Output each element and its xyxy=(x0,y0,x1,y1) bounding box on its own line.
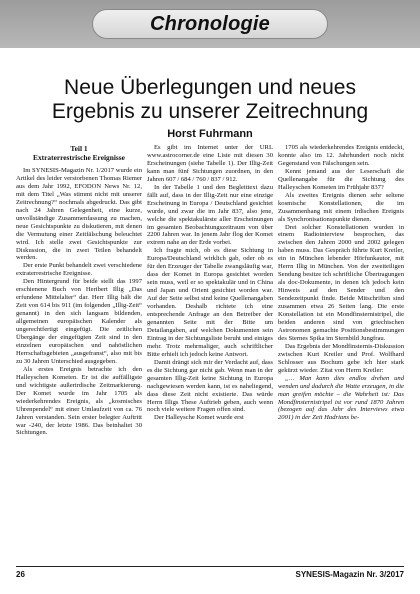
journal-issue: SYNESIS-Magazin Nr. 3/2017 xyxy=(295,570,404,579)
paragraph: Das Ergebnis der Mondfinsternis-Diskussion zwischen Kurt Kreiler und Prof. Wolfhard Schlosser aus Bochum gebe ich hier stark gekürzt wieder. Zitat von Herrn Kreiler: xyxy=(278,342,404,374)
article-title-line-1: Neue Überlegungen und neues xyxy=(64,76,356,99)
part-title: Extraterrestrische Ereignisse xyxy=(33,153,125,162)
section-label-box xyxy=(92,9,328,39)
section-header-bar xyxy=(0,0,420,48)
paragraph: Der Halleysche Komet wurde erst xyxy=(154,414,244,422)
paragraph: In der Tabelle 1 und den Begleittext dazu fällt auf, dass in der Illig-Zeit nur eine einzige Erscheinung in Europa / Deutschland gesichtet wurde, und zwar die im Jahr 837, also jene, welche die spektakulärste aller Erscheinungen im gesamten Beobachtungszeitraum von über 2200 Jahren war. In jenem Jahr flog der Komet extrem nahe an der Erde vorbei. xyxy=(147,183,273,247)
article-title-line-2: Ergebnis zu unserer Zeitrechnung xyxy=(51,100,369,123)
paragraph: Als erstes Ereignis betrachte ich den Halleyschen Kometen. Er ist die auffälligste und wichtigste außerirdische Zeitmarkierung. Der Komet wurde im Jahr 1705 als wiederkehrendes Ereignis, als „kosmisches Uhrenpendel“ mit einer Umlaufzeit von ca. 76 Jahren verstanden. Sein erster belegter Auftritt war -240, der letzte 1986. Das beinhaltet 30 Sichtungen. xyxy=(16,365,142,437)
footer-divider xyxy=(16,566,404,567)
part-label: Teil 1 xyxy=(70,144,88,153)
paragraph: Kennt jemand aus der Leserschaft die Quellenangabe für die Sichtung des Halleyschen Kometen im Frühjahr 837? xyxy=(278,167,404,191)
text-column-2 xyxy=(147,144,273,562)
paragraph: Ich fragte mich, ob es diese Sichtung in Europa/Deutschland wirklich gab, oder ob es für den Erzeuger der Tabelle zwangsläufig war, dass der Komet in Europa gesichtet worden sein muss, weil er so spektakulär und in China und Japan und Orient gesichtet worden war. Auf der Seite selbst sind keine Quellenangaben vorhanden. Deshalb richtete ich eine entsprechende Anfrage an den Betreiber der genannten Seite mit der Bitte um Detailangaben, auf welchen Dokumenten sein Eintrag in der Sichtungsliste beruht und einiges mehr. Trotz mehrmaliger, auch schriftlicher Bitte erhielt ich jedoch keine Antwort. xyxy=(147,247,273,358)
paragraph: Der erste Punkt behandelt zwei verschiedene extraterrestrische Ereignisse. xyxy=(16,262,142,278)
quote-paragraph: „… Man kann dies endlos drehen und wenden und dadurch die Watte erzeugen, in die man greifen möchte – die Wahrheit ist: Das Mondfinsternistripel ist vor rund 1870 Jahren (bezogen auf das Jahr des Interviews etwa 2001) in der Zeit Hadrians be- xyxy=(278,374,404,422)
paragraph: Den Hintergrund für beide stellt das 1997 erschienene Buch von Heribert Illig „Das erfundene Mittelalter“ dar. Herr Illig hält die Zeit von 614 bis 911 (im folgenden „Illig-Zeit“ genannt) in den sich langsam bildenden, allgemeinen europäischen Kalender als ungerechtfertigt eingefügt. Die zeitlichen Übergänge der eingefügten Zeit sind in den einzelnen europäischen und nahöstlichen Herrschaftsgebieten „ausgefranst“, also mit bis zu 30 Jahren Unterschied ausgegeben. xyxy=(16,278,142,365)
paragraph: Es gibt im Internet unter der URL www.astrocorner.de eine Liste mit diesen 30 Erscheinungen (siehe Tabelle 1). Der Illig-Zeit kann man fünf Sichtungen zuordnen, in den Jahren 607 / 684 / 760 / 837 / 912. xyxy=(147,144,273,183)
paragraph: Drei solcher Konstellationen wurden in einem Radiointerview besprochen, das zwischen den Jahren 2000 und 2002 gelegen haben muss. Das Gespräch führte Kurt Kreiler, ein in München lebender Hörfunkautor, mit Herrn Illig in München. Von der zweiteiligen Sendung besitze ich schriftliche Übertragungen als doc-Dokumente, in denen ich jedoch kein Hinweis auf den Sender und den Sendezeitpunkt finde. Beide Mitschriften sind zusammen etwa 26 Seiten lang. Die erste Konstellation ist ein Mondfinsternistripel, die beiden anderen sind von griechischen Astronomen gemachte Positionsbestimmungen des Sternes Spika im Sternbild Jungfrau. xyxy=(278,223,404,342)
paragraph: Als zweites Ereignis dienen sehr seltene kosmische Konstellationen, die im Zusammenhang mit einem irdischen Ereignis als Synchronisationspunkte dienen. xyxy=(278,191,404,223)
text-column-1 xyxy=(16,144,142,562)
article-author: Horst Fuhrmann xyxy=(167,128,253,140)
section-label: Chronologie xyxy=(150,13,270,35)
paragraph: Damit drängt sich mir der Verdacht auf, dass es die Sichtung gar nicht gab. Wenn man in der gesamten Illig-Zeit keine Sichtung in Europa nachgewiesen werden kann, ist es naheliegend, dass diese Zeit nicht existierte. Das würde Herrn Illigs These Auftrieb geben, auch wenn noch viele weitere Fragen offen sind. xyxy=(147,358,273,414)
page-number: 26 xyxy=(16,570,25,579)
paragraph: Im SYNESIS-Magazin Nr. 1/2017 wurde ein Artikel des leider verstorbenen Thomas Riemer aus dem Jahr 1992, EFODON News Nr. 12, mit dem Titel „Was stimmt nicht mit unserer Zeitrechnung?“ nochmals abgedruckt. Das gibt nach 24 Jahren Gelegenheit, eine kurze, unvollständige Zusammenfassung zu machen, neue Gesichtspunkte zu diskutieren, mit denen die Vermutung einer Zeitfälschung beleuchtet wird. Ich stelle zwei Gesichtspunkte zur Diskussion, die in zwei Teilen behandelt werden. xyxy=(16,167,142,262)
text-column-3 xyxy=(278,144,404,562)
paragraph: 1705 als wiederkehrendes Ereignis entdeckt, konnte also im 12. Jahrhundert noch nicht Gegenstand von Fälschungen sein. xyxy=(278,144,404,167)
